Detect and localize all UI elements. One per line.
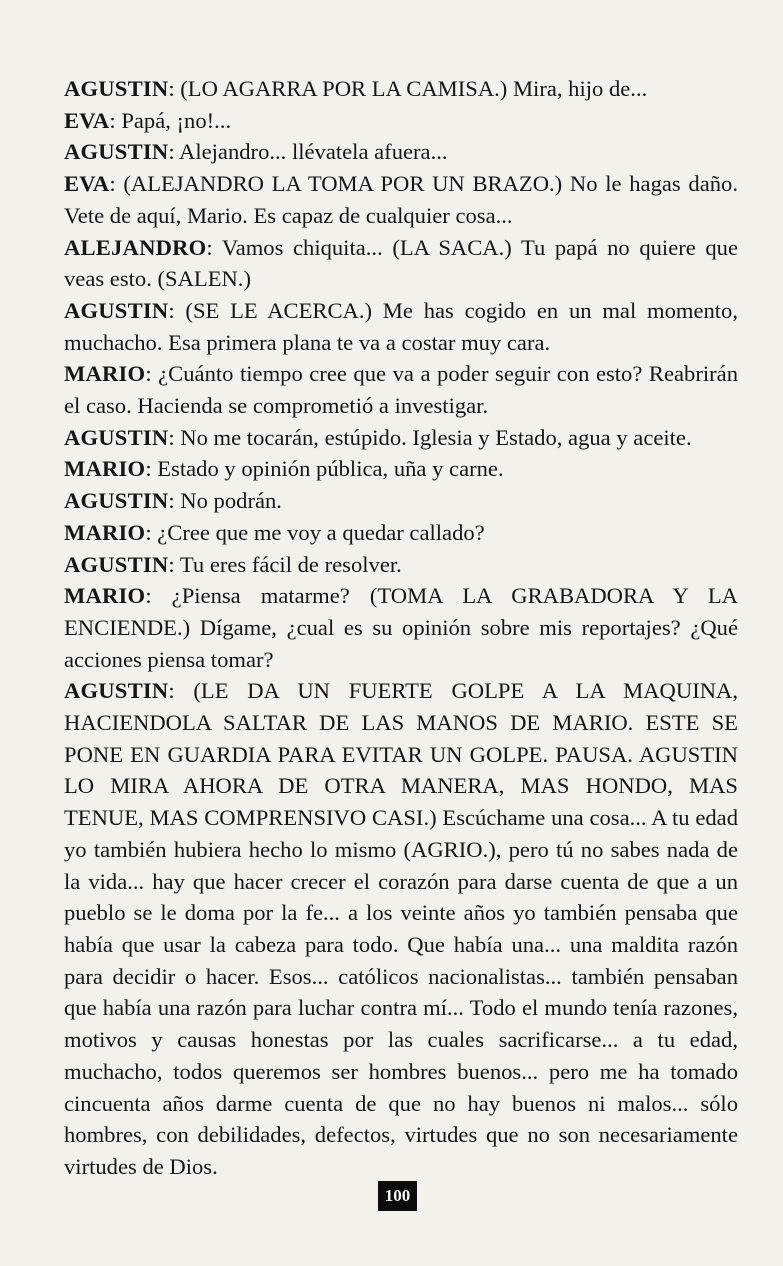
speaker-name: EVA bbox=[64, 107, 110, 133]
line-text: : Tu eres fácil de resolver. bbox=[168, 551, 402, 577]
speaker-name: MARIO bbox=[64, 583, 146, 609]
speaker-name: AGUSTIN bbox=[64, 488, 169, 514]
dialogue-line bbox=[64, 453, 738, 485]
line-text: : Alejandro... llévatela afuera... bbox=[168, 139, 448, 165]
dialogue-text bbox=[64, 73, 738, 1183]
dialogue-line bbox=[64, 295, 738, 358]
dialogue-line bbox=[64, 136, 738, 168]
speaker-name: EVA bbox=[64, 171, 110, 197]
dialogue-line bbox=[64, 105, 738, 137]
dialogue-line bbox=[64, 485, 738, 517]
line-text: : (LO AGARRA POR LA CAMISA.) Mira, hijo de... bbox=[168, 76, 648, 101]
speaker-name: MARIO bbox=[64, 519, 146, 545]
dialogue-line bbox=[64, 422, 738, 454]
dialogue-line bbox=[64, 168, 738, 231]
line-text: : (ALEJANDRO LA TOMA POR UN BRAZO.) No le hagas daño. Vete de aquí, Mario. Es capaz de cualquier cosa... bbox=[64, 171, 738, 228]
line-text: : No me tocarán, estúpido. Iglesia y Estado, agua y aceite. bbox=[168, 424, 692, 450]
speaker-name: AGUSTIN bbox=[64, 76, 169, 101]
speaker-name: AGUSTIN bbox=[64, 551, 169, 577]
dialogue-line bbox=[64, 73, 738, 105]
line-text: : Papá, ¡no!... bbox=[109, 107, 232, 133]
line-text: : ¿Piensa matarme? (TOMA LA GRABADORA Y LA ENCIENDE.) Dígame, ¿cual es su opinión sobre mis reportajes? ¿Qué acciones piensa tomar? bbox=[64, 583, 738, 672]
dialogue-line bbox=[64, 675, 738, 1182]
speaker-name: AGUSTIN bbox=[64, 139, 169, 165]
page-number: 100 bbox=[378, 1181, 417, 1211]
dialogue-line bbox=[64, 580, 738, 675]
line-text: : ¿Cree que me voy a quedar callado? bbox=[145, 519, 485, 545]
speaker-name: MARIO bbox=[64, 456, 146, 482]
speaker-name: MARIO bbox=[64, 361, 146, 387]
line-text: : Vamos chiquita... (LA SACA.) Tu papá no quiere que veas esto. (SALEN.) bbox=[64, 234, 738, 292]
line-text: : ¿Cuánto tiempo cree que va a poder seguir con esto? Reabrirán el caso. Hacienda se comprometió a investigar. bbox=[64, 361, 738, 419]
line-text: : (LE DA UN FUERTE GOLPE A LA MAQUINA, HACIENDOLA SALTAR DE LAS MANOS DE MARIO. ESTE SE PONE EN GUARDIA PARA EVITAR UN GOLPE. PAUSA. AGUSTIN LO MIRA AHORA DE OTRA MANERA, MAS HONDO, MAS TENUE, MAS COMPRENSIVO CASI.) Escúchame una cosa... A tu edad yo también hubiera hecho lo mismo (AGRIO.), pero tú no sabes nada de la vida... hay que hacer crecer el corazón para darse cuenta de que a un pueblo se le doma por la fe... a los veinte años yo también pensaba que había que usar la cabeza para todo. Que había una... una maldita razón para decidir o hacer. Esos... católicos nacionalistas... también pensaban que había una razón para luchar contra mí... Todo el mundo tenía razones, motivos y causas honestas por las cuales sacrificarse... a tu edad, muchacho, todos queremos ser hombres buenos... pero me ha tomado cincuenta años darme cuenta de que no hay buenos ni malos... sólo hombres, con debilidades, defectos, virtudes que no son necesariamente virtudes de Dios. bbox=[64, 678, 738, 1179]
speaker-name: AGUSTIN bbox=[64, 678, 169, 704]
dialogue-line bbox=[64, 549, 738, 581]
speaker-name: ALEJANDRO bbox=[64, 234, 207, 260]
dialogue-line bbox=[64, 232, 738, 295]
dialogue-line bbox=[64, 358, 738, 421]
speaker-name: AGUSTIN bbox=[64, 424, 169, 450]
speaker-name: AGUSTIN bbox=[64, 297, 169, 323]
line-text: : No podrán. bbox=[168, 488, 282, 514]
line-text: : (SE LE ACERCA.) Me has cogido en un mal momento, muchacho. Esa primera plana te va a costar muy cara. bbox=[64, 297, 738, 355]
line-text: : Estado y opinión pública, uña y carne. bbox=[145, 456, 504, 482]
dialogue-line bbox=[64, 517, 738, 549]
